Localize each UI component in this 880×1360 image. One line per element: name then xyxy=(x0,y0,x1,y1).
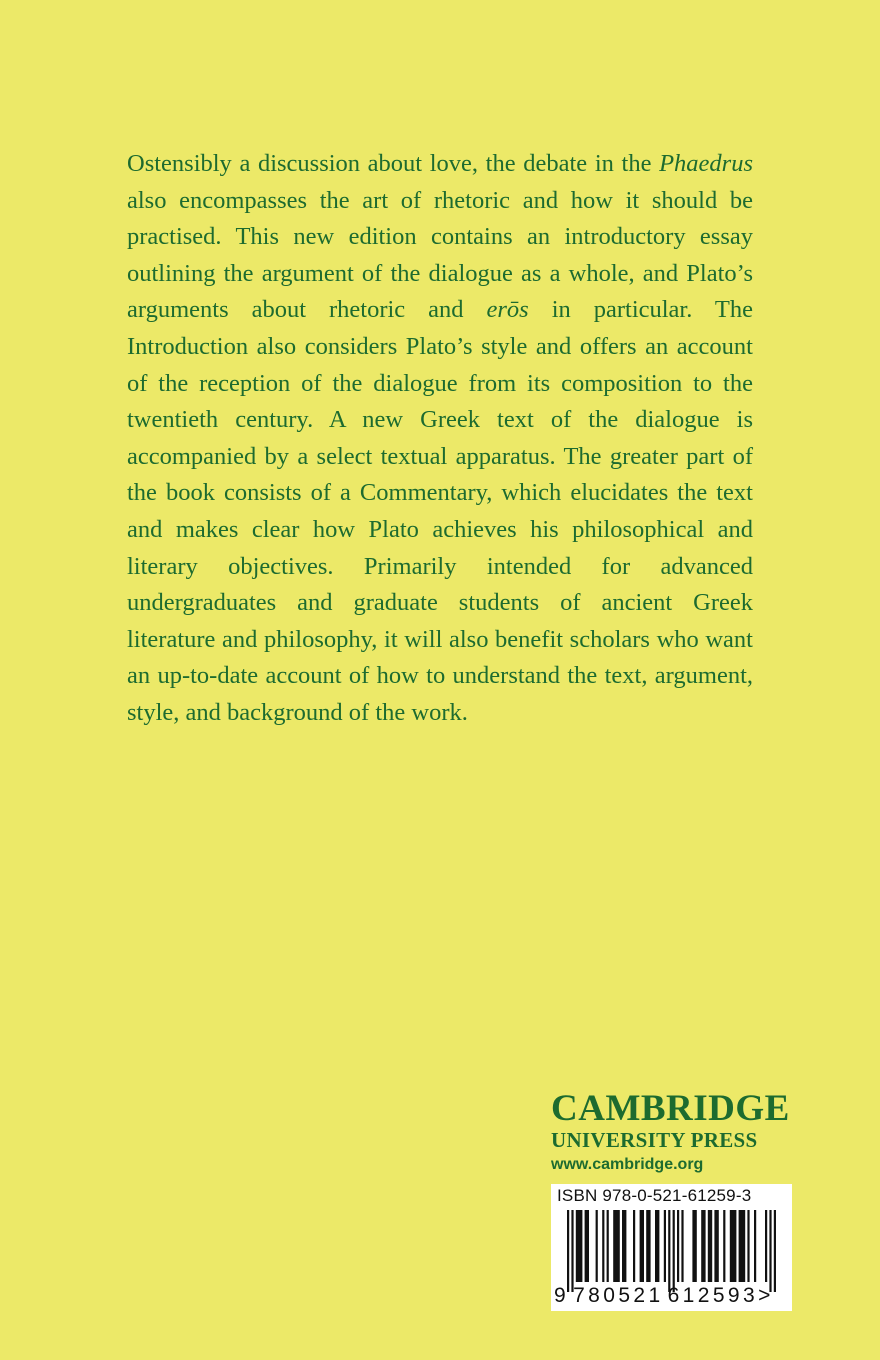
barcode-bar xyxy=(673,1210,675,1292)
blurb-text-1: Ostensibly a discussion about love, the debate in the xyxy=(127,150,660,177)
blurb-title-phaedrus: Phaedrus xyxy=(659,150,753,177)
barcode-bar xyxy=(774,1210,776,1292)
barcode-bar xyxy=(664,1210,666,1282)
barcode-bar xyxy=(723,1210,725,1282)
barcode-digit-first: 9 xyxy=(554,1284,570,1307)
back-cover-blurb xyxy=(127,146,753,732)
publisher-subname: UNIVERSITY PRESS xyxy=(551,1128,758,1152)
isbn-label: ISBN 978-0-521-61259-3 xyxy=(557,1186,752,1205)
barcode-bar xyxy=(714,1210,718,1282)
barcode-bar xyxy=(668,1210,670,1292)
publisher-logo xyxy=(551,1090,796,1176)
barcode-bar xyxy=(739,1210,746,1282)
barcode-bar xyxy=(622,1210,626,1282)
isbn-barcode xyxy=(551,1184,792,1311)
barcode-bar xyxy=(730,1210,737,1282)
publisher-name: CAMBRIDGE xyxy=(551,1088,790,1129)
blurb-term-eros: erōs xyxy=(486,296,529,324)
barcode-bar xyxy=(640,1210,644,1282)
barcode-digits-left: 780521 xyxy=(573,1284,664,1307)
barcode-digits-right: 612593 xyxy=(667,1284,759,1307)
barcode-bar xyxy=(602,1210,604,1282)
barcode-bar xyxy=(576,1210,583,1282)
barcode-bar xyxy=(655,1210,659,1282)
barcode-bar xyxy=(677,1210,679,1282)
barcode-end-mark: > xyxy=(758,1284,774,1307)
blurb-text-2: also encompasses the art of rhetoric and how it should be practised. This new edition contains an introductory essay outlining the argument of the dialogue as a whole, and Plato’s arguments about rhetoric and xyxy=(127,186,753,324)
barcode-bar xyxy=(567,1210,569,1292)
barcode-bar xyxy=(646,1210,650,1282)
barcode-bar xyxy=(681,1210,683,1282)
barcode-bar xyxy=(747,1210,749,1282)
blurb-paragraph xyxy=(127,146,753,732)
barcode-bar xyxy=(613,1210,620,1282)
barcode-bar xyxy=(571,1210,573,1292)
barcode-bar xyxy=(769,1210,771,1292)
barcode-bar xyxy=(633,1210,635,1282)
barcode-bar xyxy=(585,1210,589,1282)
barcode-bar xyxy=(692,1210,696,1282)
barcode-bar xyxy=(596,1210,598,1282)
blurb-text-3: in particular. The Introduction also considers Plato’s style and offers an account of the reception of the dialogue from its composition to the twentieth century. A new Greek text of the dialogue is accompanied by a select textual apparatus. The greater part of the book consists of a Commentary, which elucidates the text and makes clear how Plato achieves his philosophical and literary objectives. Primarily intended for advanced undergraduates and graduate students of ancient Greek literature and philosophy, it will also benefit scholars who want an up-to-date account of how to understand the text, argument, style, and background of the work. xyxy=(127,296,753,726)
barcode-bar xyxy=(708,1210,712,1282)
barcode-bar xyxy=(765,1210,767,1282)
publisher-url: www.cambridge.org xyxy=(551,1156,704,1173)
barcode-bar xyxy=(754,1210,756,1282)
barcode-digits xyxy=(554,1284,774,1308)
barcode-bar xyxy=(701,1210,705,1282)
barcode-bar xyxy=(607,1210,609,1282)
